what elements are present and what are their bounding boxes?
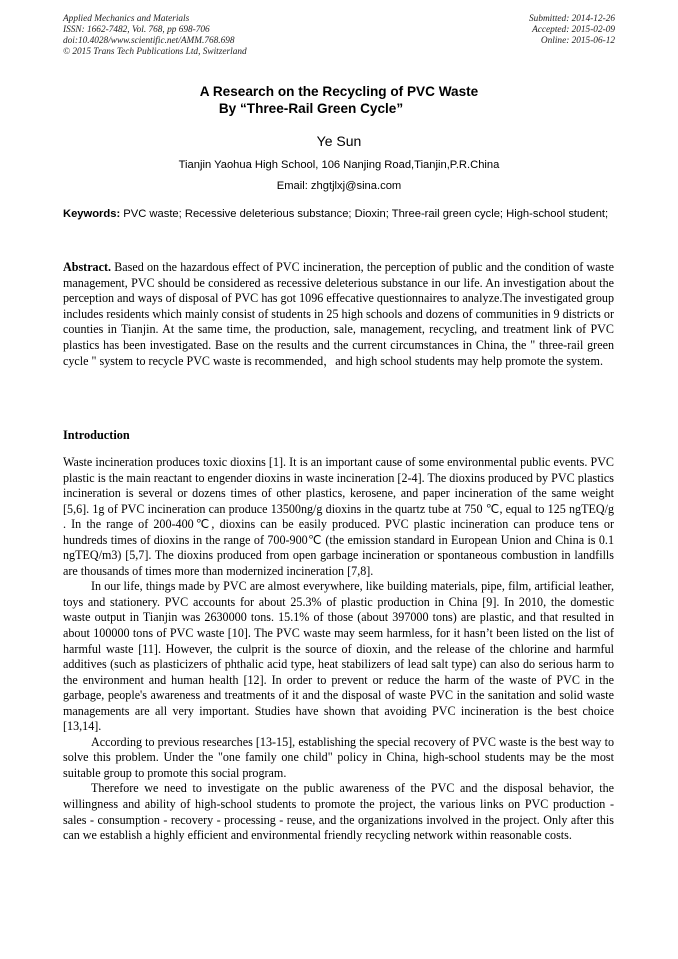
paragraph: According to previous researches [13-15], establishing the special recovery of PVC waste is the best way to solve this problem. Under the "one family one child" policy in China, high-school students may be the most suitable group to promote this social program. xyxy=(63,734,614,780)
online-date: Online: 2015-06-12 xyxy=(540,36,615,46)
journal-name: Applied Mechanics and Materials xyxy=(63,14,190,24)
introduction-body xyxy=(63,455,614,844)
abstract-label: Abstract. xyxy=(63,260,112,274)
title-line-1: A Research on the Recycling of PVC Waste xyxy=(199,84,479,99)
title-line-2: By “Three-Rail Green Cycle” xyxy=(218,101,404,116)
author-name: Ye Sun xyxy=(316,133,362,149)
journal-doi[interactable]: doi:10.4028/www.scientific.net/AMM.768.698 xyxy=(63,36,235,46)
abstract-text: Based on the hazardous effect of PVC incineration, the perception of public and the condition of waste management, PVC should be considered as recessive deleterious substance in our life. An investigation about the perception and ways of disposal of PVC has got 1096 effecative questionnaires to analyze.The investigated group includes residents which mainly consist of students in 25 high schools and dozens of communities in 9 districts or counties in Tianjin. At the same time, the production, sale, management, recycling, and treatment link of PVC plastics has been investigated. Base on the results and the current circumstances in China, the " three-rail green cycle " system to recycle PVC waste is recommended，and high school students may help promote the system. xyxy=(63,260,614,368)
keywords-label: Keywords: xyxy=(63,208,121,220)
journal-info xyxy=(63,14,247,58)
submitted-date: Submitted: 2014-12-26 xyxy=(529,14,615,24)
journal-issn: ISSN: 1662-7482, Vol. 768, pp 698-706 xyxy=(63,25,210,35)
submission-dates xyxy=(529,14,615,47)
section-heading-introduction: Introduction xyxy=(63,428,130,442)
keywords-block xyxy=(63,207,614,222)
keywords-text: PVC waste; Recessive deleterious substance; Dioxin; Three-rail green cycle; High-school student; xyxy=(120,208,609,220)
paper-title xyxy=(0,83,678,117)
journal-copyright: © 2015 Trans Tech Publications Ltd, Switzerland xyxy=(63,47,247,57)
paragraph: Waste incineration produces toxic dioxins [1]. It is an important cause of some environmental public events. PVC plastic is the main reactant to engender dioxins in waste incineration [2-4]. The dioxins produced by PVC plastics incineration is several or dozens times of other plastics, kerosene, and paper incineration of the same weight [5,6]. 1g of PVC incineration can produce 13500ng/g dioxins in the quartz tube at 750 ℃, equal to 125 ngTEQ/g . In the range of 200-400℃, dioxins can be easily produced. PVC plastic incineration can produce tens or hundreds times of dioxins in the range of 700-900℃ (the emission standard in European Union and China is 0.1 ngTEQ/m3) [5,7]. The dioxins produced from open garbage incineration or spontaneous combustion in landfills are thousands of times more than modernized incineration [7,8]. xyxy=(63,455,614,578)
author-email[interactable]: Email: zhgtjlxj@sina.com xyxy=(276,180,402,192)
author-affiliation: Tianjin Yaohua High School, 106 Nanjing Road,Tianjin,P.R.China xyxy=(178,159,500,171)
accepted-date: Accepted: 2015-02-09 xyxy=(532,25,615,35)
abstract-block xyxy=(63,260,614,369)
paragraph: Therefore we need to investigate on the public awareness of the PVC and the disposal behavior, the willingness and ability of high-school students to promote the project, the various links on PVC production - sales - consumption - recovery - processing - reuse, and the organizations involved in the project. Only after this can we establish a highly efficient and environmental friendly recycling network within reasonable costs. xyxy=(63,781,614,843)
paragraph: In our life, things made by PVC are almost everywhere, like building materials, pipe, film, artificial leather, toys and stationery. PVC accounts for about 25.3% of plastic production in China [9]. In 2010, the domestic waste output in Tianjin was 2630000 tons. 15.1% of those (about 397000 tons) are plastic, and that resulted in about 100000 tons of PVC waste [10]. The PVC waste may seem harmless, for it hasn’t been listed on the list of harmful waste [11]. However, the culprit is the source of dioxin, and the release of the chlorine and harmful additives (such as plasticizers of phthalic acid type, heat stabilizers of lead salt type) can also do serious harm to the environment and human health [12]. In order to prevent or reduce the harm of the waste of PVC in the garbage, people's awareness and treatments of it and the disposal of waste PVC in the sanitation and solid waste managements are all very important. Studies have shown that avoiding PVC incineration is the best choice [13,14]. xyxy=(63,579,614,734)
